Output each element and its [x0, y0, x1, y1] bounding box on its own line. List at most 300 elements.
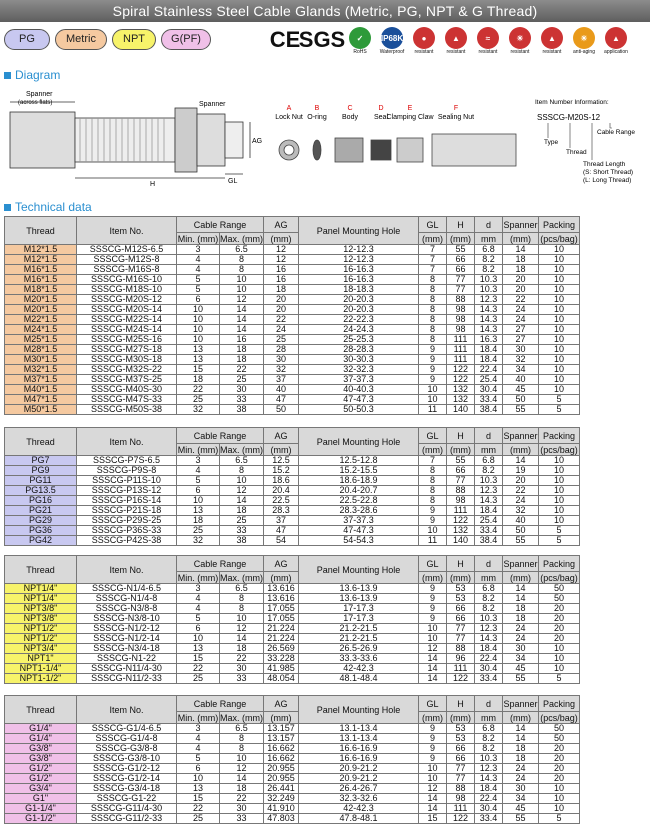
table-cell: 18.6-18.9	[299, 476, 419, 486]
table-cell: 47	[264, 526, 299, 536]
table-cell: 11	[419, 405, 447, 415]
table-cell: 9	[419, 506, 447, 516]
table-cell: 20	[539, 614, 580, 624]
section-diagram: Diagram	[4, 68, 60, 82]
table-cell: 10	[539, 325, 580, 335]
outdoor-icon: ▲	[605, 27, 627, 49]
header-item: Item No.	[77, 428, 177, 456]
table-cell: SSSCG-N1/4-8	[77, 594, 177, 604]
table-cell: 14	[503, 734, 539, 744]
table-cell: SSSCG-P13S-12	[77, 486, 177, 496]
table-cell: 9	[419, 604, 447, 614]
thread-label: Thread	[566, 149, 587, 156]
table-cell: 10	[539, 285, 580, 295]
header-d-unit: mm	[475, 712, 503, 724]
table-cell: SSSCG-M12S-6.5	[77, 245, 177, 255]
table-row	[5, 345, 580, 355]
table-cell: 54-54.3	[299, 536, 419, 546]
table-cell: 4	[177, 734, 220, 744]
table-cell: 8	[419, 476, 447, 486]
table-cell: 25	[264, 335, 299, 345]
table-cell: 30	[220, 804, 264, 814]
table-cell: 32.3-32.6	[299, 794, 419, 804]
table-cell: 4	[177, 594, 220, 604]
table-cell: 18.4	[475, 345, 503, 355]
table-cell: 6.8	[475, 724, 503, 734]
table-cell: 37-37.3	[299, 516, 419, 526]
table-cell: 24	[264, 325, 299, 335]
table-cell: SSSCG-P29S-25	[77, 516, 177, 526]
header-max: Max. (mm)	[220, 444, 263, 455]
table-cell: 18.6	[264, 476, 299, 486]
table-cell: 4	[177, 265, 220, 275]
table-cell: 16.6-16.9	[299, 754, 419, 764]
table-cell: 20	[539, 774, 580, 784]
table-cell: 25.4	[475, 375, 503, 385]
table-cell: 30.4	[475, 804, 503, 814]
header-h-unit: (mm)	[447, 712, 475, 724]
table-cell: SSSCG-N3/4-18	[77, 644, 177, 654]
header-packing-unit: (pcs/bag)	[540, 233, 578, 244]
h-dimension-label: H	[150, 181, 156, 188]
header-h: H	[447, 428, 475, 444]
table-cell: 8	[419, 275, 447, 285]
table-cell: 24	[503, 624, 539, 634]
table-row	[5, 784, 580, 794]
table-cell: 9	[419, 724, 447, 734]
table-cell: 27	[503, 335, 539, 345]
table-cell: 22	[220, 794, 264, 804]
table-cell: 15	[177, 794, 220, 804]
table-cell: 50-50.3	[299, 405, 419, 415]
table-cell: 22	[177, 804, 220, 814]
table-cell: 37-37.3	[299, 375, 419, 385]
table-cell: 8.2	[475, 594, 503, 604]
header-gl-unit: (mm)	[419, 233, 447, 245]
header-max: Max. (mm)	[220, 233, 263, 244]
table-cell: 10	[539, 365, 580, 375]
table-cell: 18.4	[475, 506, 503, 516]
table-cell: 16	[264, 275, 299, 285]
header-ag-unit: (mm)	[264, 444, 299, 456]
table-cell: 20.955	[264, 774, 299, 784]
table-cell: 30	[220, 385, 264, 395]
header-packing: Packing	[539, 556, 580, 572]
table-cell: PG9	[5, 466, 77, 476]
table-cell: 12.3	[475, 624, 503, 634]
table-cell: 5	[539, 526, 580, 536]
header-d-unit: mm	[475, 572, 503, 584]
table-cell: 5	[539, 395, 580, 405]
table-cell: 22	[177, 664, 220, 674]
table-cell: 14	[419, 654, 447, 664]
table-cell: 17-17.3	[299, 614, 419, 624]
header-gl: GL	[419, 556, 447, 572]
table-cell: 5	[539, 674, 580, 684]
table-cell: 12.3	[475, 764, 503, 774]
table-cell: 13.1-13.4	[299, 734, 419, 744]
table-cell: 37	[264, 375, 299, 385]
part-d-name: Seal	[373, 114, 389, 121]
table-cell: 19	[503, 466, 539, 476]
table-cell: 24	[503, 634, 539, 644]
table-cell: 66	[447, 614, 475, 624]
table-cell: 10	[220, 476, 264, 486]
table-cell: 6.5	[220, 245, 264, 255]
pill-gpf[interactable]: G(PF)	[161, 29, 211, 50]
table-cell: 13.616	[264, 584, 299, 594]
table-row	[5, 506, 580, 516]
table-cell: 10	[419, 395, 447, 405]
table-cell: 34	[503, 794, 539, 804]
header-packing-unit: (pcs/bag)	[540, 572, 578, 583]
table-cell: 30	[503, 345, 539, 355]
uv-icon: ☀	[509, 27, 531, 49]
table-cell: 7	[419, 245, 447, 255]
table-cell: 20.9-21.2	[299, 764, 419, 774]
cable-range-label: Cable Range	[597, 129, 635, 136]
pill-metric[interactable]: Metric	[55, 29, 107, 50]
table-cell: SSSCG-G3/4-18	[77, 784, 177, 794]
table-cell: SSSCG-M30S-18	[77, 355, 177, 365]
table-cell: SSSCG-M25S-16	[77, 335, 177, 345]
header-item: Item No.	[77, 556, 177, 584]
table-cell: 16-16.3	[299, 275, 419, 285]
table-cell: 55	[503, 674, 539, 684]
thread-type-pills	[4, 29, 211, 50]
table-cell: 13	[177, 355, 220, 365]
table-cell: 5	[177, 275, 220, 285]
table-cell: 13.6-13.9	[299, 584, 419, 594]
table-cell: 16	[264, 265, 299, 275]
table-cell: 14.3	[475, 325, 503, 335]
table-cell: 12.5-12.8	[299, 456, 419, 466]
bullet-icon	[4, 204, 11, 211]
header-cable-range: Cable Range	[177, 696, 264, 712]
table-cell: 9	[419, 516, 447, 526]
table-cell: 18	[503, 255, 539, 265]
table-cell: NPT1/4"	[5, 584, 77, 594]
table-cell: 66	[447, 754, 475, 764]
table-row	[5, 634, 580, 644]
table-cell: 3	[177, 456, 220, 466]
table-cell: 96	[447, 654, 475, 664]
table-cell: M28*1.5	[5, 345, 77, 355]
table-cell: 5	[539, 536, 580, 546]
table-cell: 11	[419, 536, 447, 546]
table-row	[5, 315, 580, 325]
table-cell: 10	[539, 466, 580, 476]
table-cell: 28	[264, 345, 299, 355]
table-cell: 5	[539, 814, 580, 824]
table-row	[5, 674, 580, 684]
table-cell: G1/2"	[5, 774, 77, 784]
table-row	[5, 604, 580, 614]
table-cell: 10.3	[475, 614, 503, 624]
table-cell: 14	[503, 724, 539, 734]
table-cell: 13	[177, 784, 220, 794]
thread-length-label: Thread Length	[583, 161, 626, 168]
table-cell: 122	[447, 516, 475, 526]
table-row	[5, 644, 580, 654]
table-cell: 48.1-48.4	[299, 674, 419, 684]
table-cell: M18*1.5	[5, 285, 77, 295]
table-cell: 132	[447, 385, 475, 395]
table-cell: 6.5	[220, 456, 264, 466]
table-cell: 8	[419, 305, 447, 315]
table-cell: 66	[447, 744, 475, 754]
pill-npt[interactable]: NPT	[112, 29, 156, 50]
table-cell: SSSCG-M16S-10	[77, 275, 177, 285]
header-cable-range: Cable Range	[177, 556, 264, 572]
table-cell: 13.6-13.9	[299, 594, 419, 604]
table-cell: SSSCG-M50S-38	[77, 405, 177, 415]
table-cell: G1"	[5, 794, 77, 804]
table-cell: 10	[539, 644, 580, 654]
table-cell: 30	[220, 664, 264, 674]
header-spanner: Spanner	[503, 696, 539, 712]
table-cell: SSSCG-G3/8-10	[77, 754, 177, 764]
table-cell: 18	[220, 644, 264, 654]
header-spanner-unit: (mm)	[503, 444, 539, 456]
table-cell: 28.3-28.6	[299, 506, 419, 516]
table-cell: 25	[220, 516, 264, 526]
table-cell: NPT1-1/2"	[5, 674, 77, 684]
table-cell: 15	[419, 814, 447, 824]
header-ag: AG	[264, 217, 299, 233]
header-packing: Packing	[539, 696, 580, 712]
table-cell: 6.5	[220, 724, 264, 734]
table-cell: 25	[177, 395, 220, 405]
table-cell: 13.1-13.4	[299, 724, 419, 734]
table-cell: 30-30.3	[299, 355, 419, 365]
table-cell: 50	[264, 405, 299, 415]
table-cell: SSSCG-G1/4-8	[77, 734, 177, 744]
table-row	[5, 275, 580, 285]
table-cell: 42-42.3	[299, 804, 419, 814]
table-cell: 98	[447, 315, 475, 325]
table-cell: 122	[447, 365, 475, 375]
table-row	[5, 764, 580, 774]
table-cell: 17.055	[264, 614, 299, 624]
table-cell: 7	[419, 255, 447, 265]
table-row	[5, 526, 580, 536]
table-cell: 12	[220, 764, 264, 774]
sun-icon: ☀	[573, 27, 595, 49]
table-cell: 21.2-21.5	[299, 624, 419, 634]
table-cell: 20.9-21.2	[299, 774, 419, 784]
table-cell: 6	[177, 295, 220, 305]
table-cell: SSSCG-M20S-12	[77, 295, 177, 305]
spec-table-npt	[4, 555, 580, 684]
table-cell: M22*1.5	[5, 315, 77, 325]
table-row	[5, 754, 580, 764]
table-cell: G1/4"	[5, 724, 77, 734]
header-min: Min. (mm)	[177, 572, 219, 583]
table-cell: 8	[220, 734, 264, 744]
table-cell: 66	[447, 604, 475, 614]
table-cell: 18.4	[475, 784, 503, 794]
table-cell: 40	[503, 516, 539, 526]
table-cell: 14	[503, 584, 539, 594]
table-cell: 53	[447, 584, 475, 594]
table-cell: NPT1/2"	[5, 634, 77, 644]
table-cell: 8	[220, 466, 264, 476]
table-row	[5, 594, 580, 604]
table-cell: 20	[539, 624, 580, 634]
table-cell: SSSCG-M47S-33	[77, 395, 177, 405]
table-row	[5, 654, 580, 664]
header-ag: AG	[264, 696, 299, 712]
table-cell: 16.662	[264, 744, 299, 754]
table-cell: 10	[539, 315, 580, 325]
item-info-label: Item Number Information:	[535, 99, 609, 106]
bullet-icon	[4, 72, 11, 79]
table-cell: 10	[539, 784, 580, 794]
table-cell: 8.2	[475, 734, 503, 744]
table-cell: 6	[177, 486, 220, 496]
table-cell: PG36	[5, 526, 77, 536]
table-cell: 6.5	[220, 584, 264, 594]
gland-diagram	[0, 88, 650, 198]
header-spanner: Spanner	[503, 556, 539, 572]
table-cell: M25*1.5	[5, 335, 77, 345]
table-cell: 18	[264, 285, 299, 295]
table-cell: 48.054	[264, 674, 299, 684]
table-cell: 26.569	[264, 644, 299, 654]
table-cell: 18	[503, 744, 539, 754]
table-cell: 6.8	[475, 584, 503, 594]
side-view	[10, 102, 250, 178]
vibration-icon: ≈	[477, 27, 499, 49]
table-cell: SSSCG-N11/4-30	[77, 664, 177, 674]
table-cell: 8	[220, 744, 264, 754]
table-cell: 9	[419, 614, 447, 624]
table-cell: 14.3	[475, 634, 503, 644]
table-cell: 4	[177, 604, 220, 614]
table-cell: 3	[177, 724, 220, 734]
table-cell: 122	[447, 674, 475, 684]
header-gl: GL	[419, 217, 447, 233]
ag-dimension-label: AG	[252, 138, 263, 145]
table-cell: 9	[419, 734, 447, 744]
table-cell: 10	[539, 355, 580, 365]
table-cell: 12	[264, 255, 299, 265]
table-cell: 18.4	[475, 355, 503, 365]
header-d: d	[475, 556, 503, 572]
table-cell: M20*1.5	[5, 295, 77, 305]
table-cell: 77	[447, 285, 475, 295]
header-max: Max. (mm)	[220, 712, 263, 723]
table-cell: SSSCG-P7S-6.5	[77, 456, 177, 466]
header-d: d	[475, 428, 503, 444]
part-e-name: Clamping Claw	[386, 114, 434, 121]
table-cell: 77	[447, 774, 475, 784]
table-cell: 47.803	[264, 814, 299, 824]
table-cell: 22	[220, 654, 264, 664]
table-cell: 88	[447, 295, 475, 305]
header-spanner-unit: (mm)	[503, 712, 539, 724]
table-cell: 7	[419, 456, 447, 466]
header-item: Item No.	[77, 696, 177, 724]
part-c-name: Body	[342, 114, 358, 121]
type-label: Type	[544, 139, 559, 146]
table-cell: 8.2	[475, 744, 503, 754]
dust-icon: ●	[413, 27, 435, 49]
table-cell: 98	[447, 496, 475, 506]
table-row	[5, 335, 580, 345]
table-cell: 8	[419, 466, 447, 476]
header-spanner-unit: (mm)	[503, 233, 539, 245]
table-cell: 18	[503, 614, 539, 624]
table-cell: SSSCG-P42S-38	[77, 536, 177, 546]
table-cell: 20	[539, 604, 580, 614]
table-cell: 10	[177, 335, 220, 345]
table-row	[5, 365, 580, 375]
table-cell: 10	[539, 654, 580, 664]
table-cell: 20	[264, 305, 299, 315]
table-cell: 14	[220, 634, 264, 644]
table-row	[5, 536, 580, 546]
table-cell: SSSCG-M27S-18	[77, 345, 177, 355]
table-cell: 5	[177, 754, 220, 764]
table-cell: 12.3	[475, 486, 503, 496]
table-row	[5, 486, 580, 496]
table-cell: 140	[447, 405, 475, 415]
table-row	[5, 496, 580, 506]
long-thread-label: (L: Long Thread)	[583, 177, 632, 184]
table-cell: M50*1.5	[5, 405, 77, 415]
spec-table-pg	[4, 427, 580, 546]
table-cell: 20	[503, 476, 539, 486]
table-cell: G1-1/4"	[5, 804, 77, 814]
table-cell: 10	[539, 265, 580, 275]
table-cell: 22	[177, 385, 220, 395]
header-spanner: Spanner	[503, 217, 539, 233]
table-cell: 10	[177, 774, 220, 784]
table-cell: 12	[264, 245, 299, 255]
table-cell: 111	[447, 506, 475, 516]
table-cell: 9	[419, 744, 447, 754]
header-d-unit: mm	[475, 444, 503, 456]
table-cell: 21.224	[264, 634, 299, 644]
table-cell: 77	[447, 764, 475, 774]
table-cell: 38.4	[475, 536, 503, 546]
table-cell: SSSCG-N1/2-12	[77, 624, 177, 634]
table-cell: 50	[503, 526, 539, 536]
table-cell: 22	[503, 486, 539, 496]
table-cell: M30*1.5	[5, 355, 77, 365]
table-cell: 12.5	[264, 456, 299, 466]
header-spanner-unit: (mm)	[503, 572, 539, 584]
table-cell: 10	[539, 456, 580, 466]
table-cell: 122	[447, 375, 475, 385]
table-cell: SSSCG-G3/8-8	[77, 744, 177, 754]
header-ag: AG	[264, 428, 299, 444]
header-packing-unit: (pcs/bag)	[540, 444, 578, 455]
header-h-unit: (mm)	[447, 572, 475, 584]
table-cell: 20	[503, 285, 539, 295]
header-min: Min. (mm)	[177, 444, 219, 455]
table-cell: 111	[447, 345, 475, 355]
table-cell: 32	[264, 365, 299, 375]
pill-pg[interactable]: PG	[4, 29, 50, 50]
table-cell: 8.2	[475, 265, 503, 275]
header-panel: Panel Mounting Hole	[299, 428, 419, 456]
table-cell: 42-42.3	[299, 664, 419, 674]
table-cell: 20-20.3	[299, 305, 419, 315]
table-cell: SSSCG-P16S-14	[77, 496, 177, 506]
